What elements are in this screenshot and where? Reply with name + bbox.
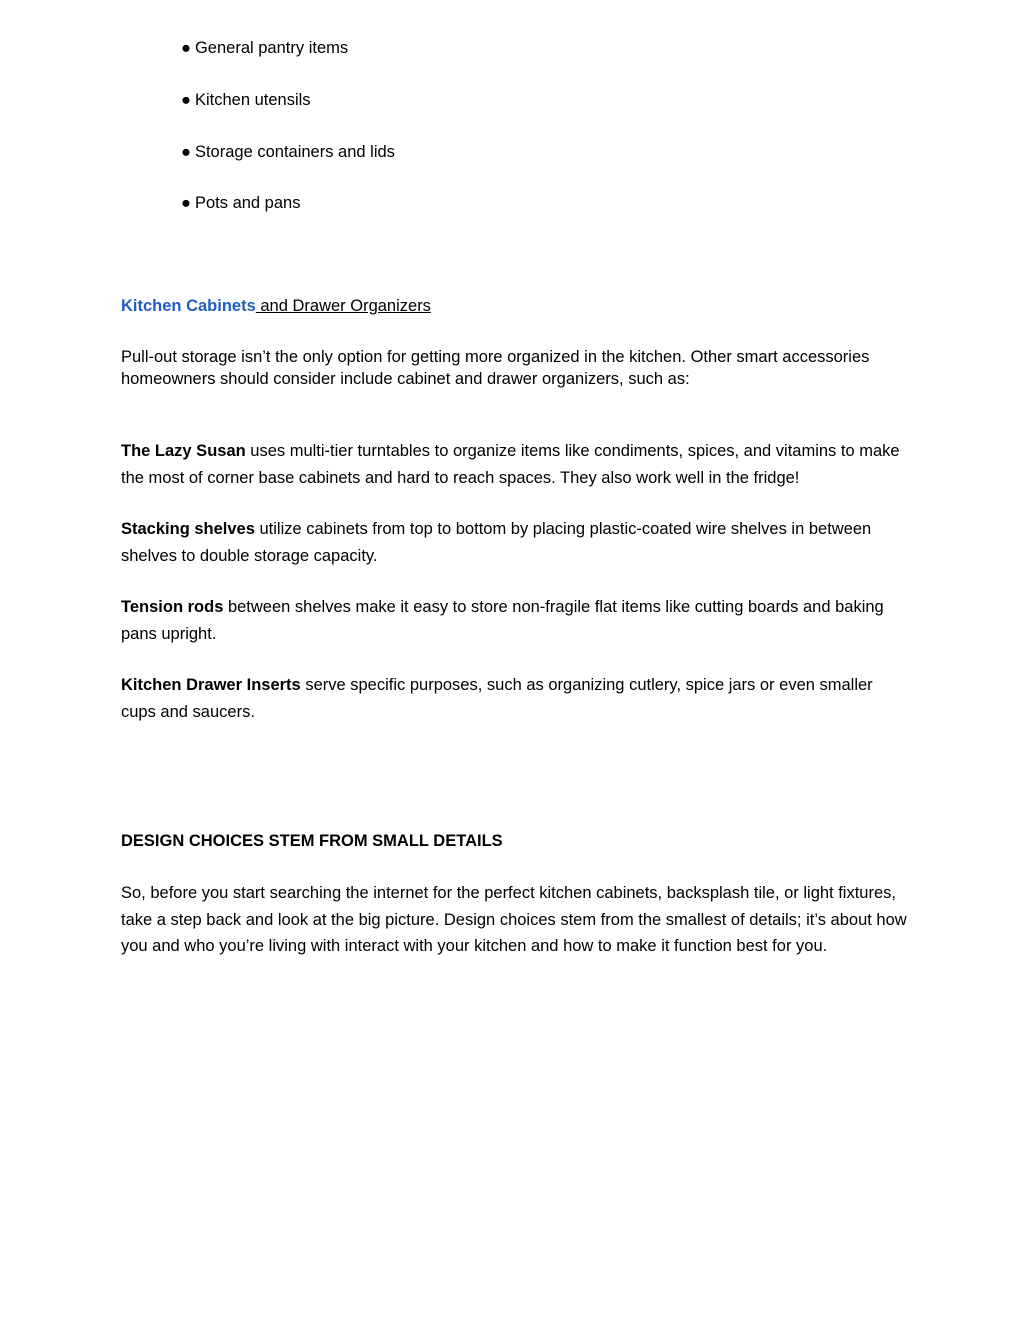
organizer-item	[121, 438, 911, 491]
organizer-description: between shelves make it easy to store non-fragile flat items like cutting boards and baking pans upright.	[121, 598, 884, 643]
list-item	[181, 89, 311, 111]
organizer-term: Tension rods	[121, 598, 224, 616]
list-item	[181, 141, 395, 163]
closing-paragraph: So, before you start searching the internet for the perfect kitchen cabinets, backsplash tile, or light fixtures, take a step back and look at the big picture. Design choices stem from the smallest of details; it’s about how you and who you’re living with interact with your kitchen and how to make it function best for you.	[121, 884, 907, 955]
bullet-dot: ●	[181, 143, 191, 161]
organizer-term: Kitchen Drawer Inserts	[121, 676, 301, 694]
list-item	[181, 192, 300, 214]
drawer-organizers-link[interactable]: and Drawer Organizers	[255, 297, 431, 315]
organizer-description: utilize cabinets from top to bottom by placing plastic-coated wire shelves in between shelves to double storage capacity.	[121, 520, 872, 565]
list-item	[181, 37, 348, 59]
list-item-text: Pots and pans	[194, 194, 301, 212]
bullet-dot: ●	[181, 194, 191, 212]
intro-paragraph: Pull-out storage isn’t the only option for getting more organized in the kitchen. Other smart accessories homeowners should consider include cabinet and drawer organizers, such as:	[121, 348, 870, 388]
list-item-text: Kitchen utensils	[194, 91, 311, 109]
bullet-dot: ●	[181, 39, 191, 57]
organizer-item	[121, 672, 911, 725]
bullet-dot: ●	[181, 91, 191, 109]
section-title: DESIGN CHOICES STEM FROM SMALL DETAILS	[121, 832, 503, 850]
list-item-text: Storage containers and lids	[194, 143, 395, 161]
section-heading-link[interactable]	[121, 295, 431, 317]
kitchen-cabinets-link[interactable]: Kitchen Cabinets	[121, 297, 256, 315]
organizer-item	[121, 594, 911, 647]
organizer-item	[121, 516, 911, 569]
organizer-description: serve specific purposes, such as organizing cutlery, spice jars or even smaller cups and saucers.	[121, 676, 873, 721]
list-item-text: General pantry items	[194, 39, 349, 57]
organizer-term: The Lazy Susan	[121, 442, 246, 460]
organizer-description: uses multi-tier turntables to organize items like condiments, spices, and vitamins to make the most of corner base cabinets and hard to reach spaces. They also work well in the fridge!	[121, 442, 900, 487]
organizer-term: Stacking shelves	[121, 520, 255, 538]
